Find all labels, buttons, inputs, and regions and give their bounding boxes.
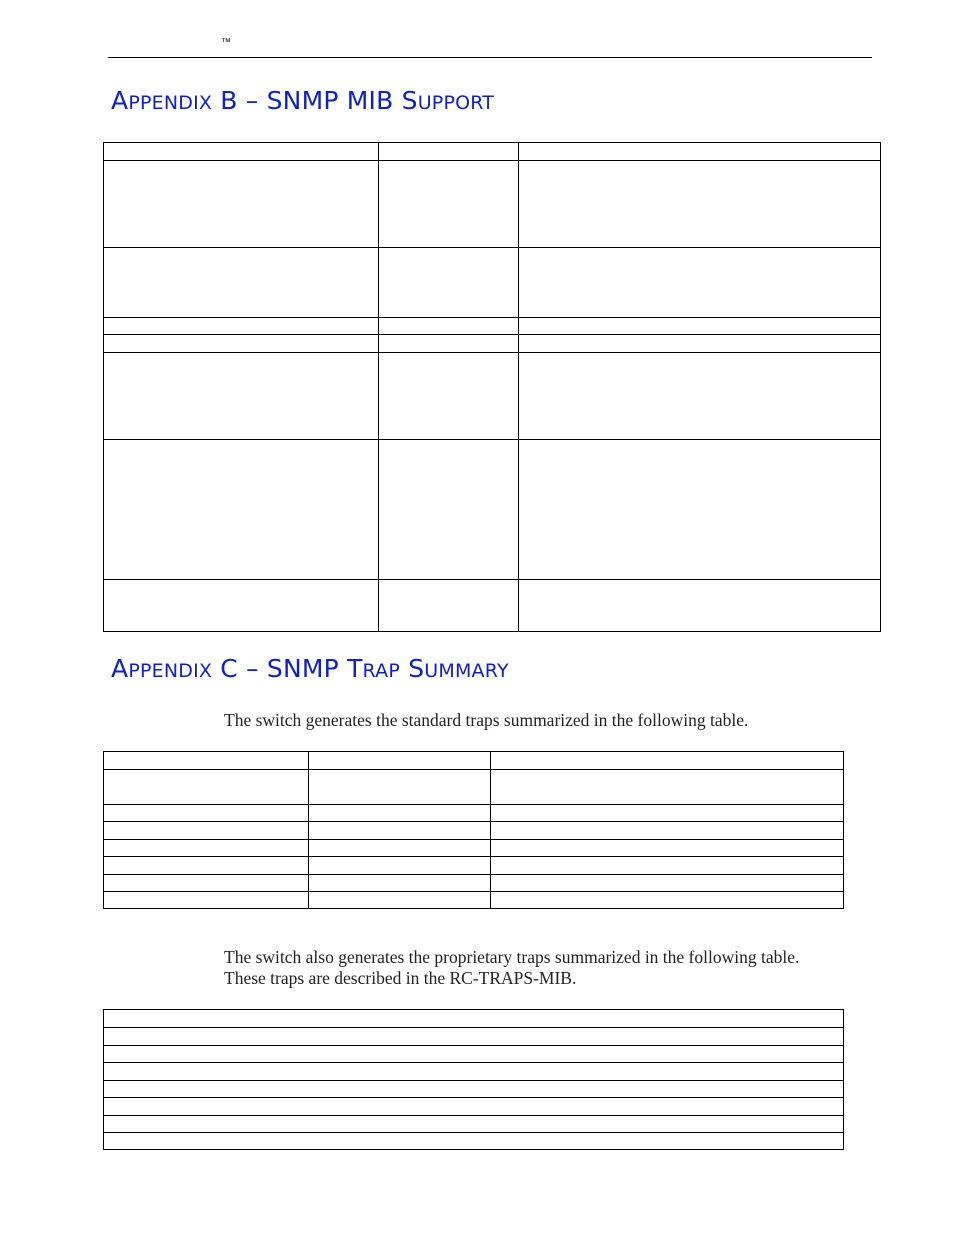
standard-traps-table <box>103 751 844 909</box>
table-row <box>104 318 881 335</box>
table-row <box>104 752 844 770</box>
appendix-b-heading: APPENDIX B – SNMP MIB SUPPORT <box>111 86 495 115</box>
table-row <box>104 335 881 353</box>
mib-support-table <box>103 142 881 632</box>
table-row <box>104 875 844 892</box>
table-row <box>104 840 844 857</box>
table-row <box>104 1098 844 1116</box>
proprietary-traps-intro: The switch also generates the proprietary traps summarized in the following table. These traps are described in the RC-TRAPS-MIB. <box>224 947 800 988</box>
table-row <box>104 143 881 161</box>
table-row <box>104 1063 844 1081</box>
table-row <box>104 892 844 909</box>
table-row <box>104 353 881 440</box>
proprietary-traps-table <box>103 1009 844 1150</box>
header-rule <box>108 57 872 58</box>
table-row <box>104 1046 844 1063</box>
standard-traps-intro: The switch generates the standard traps summarized in the following table. <box>224 710 749 730</box>
table-row <box>104 770 844 805</box>
table-row <box>104 857 844 875</box>
table-row <box>104 440 881 580</box>
table-row <box>104 248 881 318</box>
table-row <box>104 822 844 840</box>
appendix-c-heading: APPENDIX C – SNMP TRAP SUMMARY <box>111 654 509 683</box>
table-row <box>104 1133 844 1150</box>
table-row <box>104 1010 844 1028</box>
table-row <box>104 580 881 632</box>
table-row <box>104 805 844 822</box>
table-row <box>104 1116 844 1133</box>
table-row <box>104 161 881 248</box>
table-row <box>104 1081 844 1098</box>
trademark-symbol: ™ <box>221 37 231 48</box>
table-row <box>104 1028 844 1046</box>
